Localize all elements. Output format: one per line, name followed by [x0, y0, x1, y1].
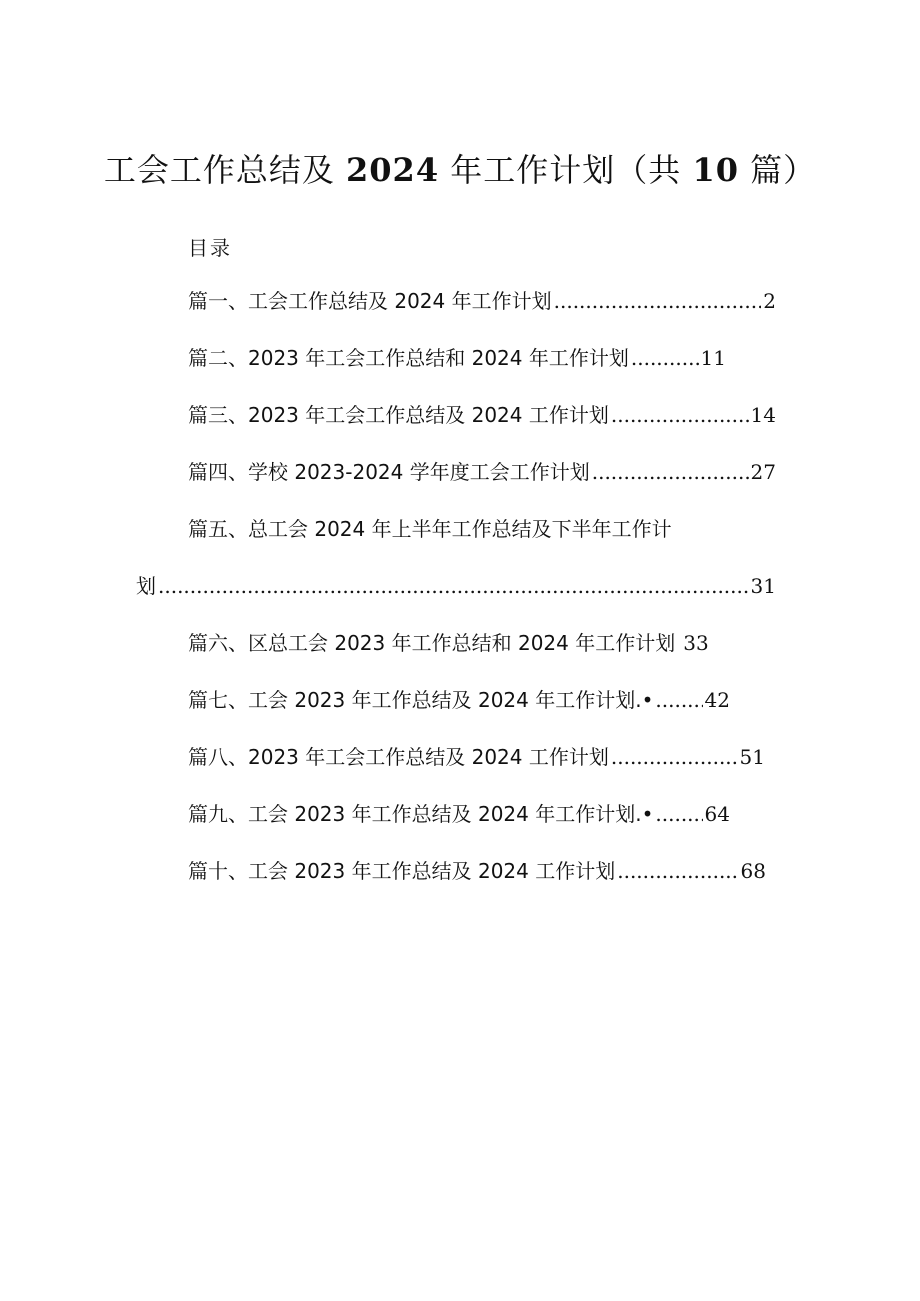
toc-page-number: 51 — [739, 745, 765, 769]
toc-leader-dots — [631, 342, 699, 374]
toc-entry-text: 篇七、工会 2023 年工作总结及 2024 年工作计划.• — [188, 688, 654, 712]
toc-page-number: 31 — [750, 574, 776, 598]
toc-entry-4[interactable] — [188, 456, 776, 488]
toc-entry-3[interactable] — [188, 399, 776, 431]
toc-entry-text: 篇五、总工会 2024 年上半年工作总结及下半年工作计 — [188, 517, 672, 541]
toc-leader-dots — [554, 285, 762, 317]
toc-entry-text: 篇四、学校 2023-2024 学年度工会工作计划 — [188, 460, 590, 484]
toc-entry-8[interactable] — [188, 741, 765, 773]
toc-entry-6[interactable] — [188, 627, 748, 659]
toc-leader-dots — [611, 741, 738, 773]
title-part-3: 篇） — [738, 151, 817, 189]
toc-page-number: 27 — [750, 460, 776, 484]
toc-leader-dots — [592, 456, 749, 488]
toc-entry-text: 篇十、工会 2023 年工作总结及 2024 工作计划 — [188, 859, 616, 883]
toc-entry-text: 篇八、2023 年工会工作总结及 2024 工作计划 — [188, 745, 609, 769]
toc-page-number: 2 — [763, 289, 776, 313]
toc-entry-5-continuation[interactable] — [136, 570, 776, 602]
toc-entry-1[interactable] — [188, 285, 776, 317]
toc-page-number: 42 — [704, 688, 730, 712]
title-part-2: 年工作计划（共 — [439, 151, 693, 189]
toc-page-number: 11 — [700, 346, 726, 370]
toc-page-number: 33 — [683, 631, 709, 655]
toc-entry-text: 篇三、2023 年工会工作总结及 2024 工作计划 — [188, 403, 609, 427]
toc-leader-dots — [617, 855, 738, 887]
toc-entry-text: 篇二、2023 年工会工作总结和 2024 年工作计划 — [188, 346, 629, 370]
toc-entry-7[interactable] — [188, 684, 730, 716]
toc-leader-dots — [158, 570, 749, 602]
toc-page-number: 64 — [704, 802, 730, 826]
toc-leader-dots — [655, 798, 702, 830]
toc-page-number: 68 — [740, 859, 766, 883]
toc-entry-5[interactable] — [188, 513, 748, 545]
toc-entry-text: 篇六、区总工会 2023 年工作总结和 2024 年工作计划 — [188, 631, 676, 655]
toc-leader-dots — [655, 684, 702, 716]
toc-leader-dots — [611, 399, 749, 431]
toc-entry-10[interactable] — [188, 855, 766, 887]
title-part-1: 工会工作总结及 — [103, 151, 347, 189]
title-year: 2024 — [346, 151, 440, 189]
toc-entry-text: 篇一、工会工作总结及 2024 年工作计划 — [188, 289, 552, 313]
toc-heading: 目录 — [188, 236, 232, 260]
document-title — [0, 144, 920, 196]
toc-entry-2[interactable] — [188, 342, 726, 374]
title-count: 10 — [692, 151, 739, 189]
toc-entry-text: 篇九、工会 2023 年工作总结及 2024 年工作计划.• — [188, 802, 654, 826]
toc-entry-text-continued: 划 — [136, 574, 156, 598]
toc-entry-9[interactable] — [188, 798, 730, 830]
toc-page-number: 14 — [750, 403, 776, 427]
